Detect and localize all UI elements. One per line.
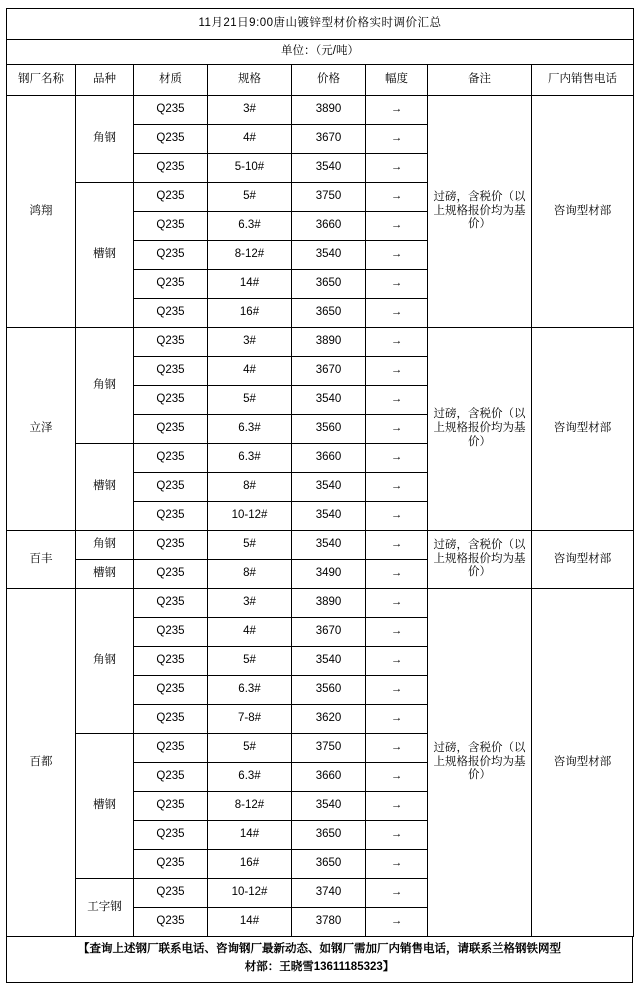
spec-value: 3# — [208, 589, 292, 618]
spec-value: 6.3# — [208, 676, 292, 705]
material-grade: Q235 — [134, 357, 208, 386]
material-grade: Q235 — [134, 125, 208, 154]
material-grade: Q235 — [134, 676, 208, 705]
price-value: 3540 — [292, 502, 366, 531]
material-grade: Q235 — [134, 879, 208, 908]
header-row — [7, 65, 634, 96]
price-value: 3750 — [292, 734, 366, 763]
price-value: 3890 — [292, 328, 366, 357]
material-grade: Q235 — [134, 386, 208, 415]
spec-value: 5# — [208, 386, 292, 415]
spec-value: 8# — [208, 560, 292, 589]
product-category: 槽钢 — [76, 444, 134, 531]
spec-value: 3# — [208, 96, 292, 125]
material-grade: Q235 — [134, 734, 208, 763]
change-arrow-icon: → — [366, 125, 428, 154]
price-value: 3540 — [292, 154, 366, 183]
change-arrow-icon: → — [366, 531, 428, 560]
spec-value: 16# — [208, 299, 292, 328]
spec-value: 14# — [208, 821, 292, 850]
change-arrow-icon: → — [366, 328, 428, 357]
price-value: 3540 — [292, 647, 366, 676]
material-grade: Q235 — [134, 299, 208, 328]
material-grade: Q235 — [134, 589, 208, 618]
change-arrow-icon: → — [366, 183, 428, 212]
price-value: 3490 — [292, 560, 366, 589]
spec-value: 5# — [208, 734, 292, 763]
material-grade: Q235 — [134, 154, 208, 183]
change-arrow-icon: → — [366, 879, 428, 908]
material-grade: Q235 — [134, 908, 208, 937]
table-row — [7, 531, 634, 560]
price-value: 3740 — [292, 879, 366, 908]
unit-label: 单位：（元/吨） — [7, 40, 634, 65]
change-arrow-icon: → — [366, 357, 428, 386]
spec-value: 4# — [208, 357, 292, 386]
price-value: 3650 — [292, 850, 366, 879]
column-header: 备注 — [428, 65, 532, 96]
spec-value: 14# — [208, 908, 292, 937]
remark-text: 过磅，含税价（以上规格报价均为基价） — [428, 589, 532, 937]
change-arrow-icon: → — [366, 212, 428, 241]
price-value: 3540 — [292, 531, 366, 560]
price-table — [6, 8, 634, 937]
mill-name: 鸿翔 — [7, 96, 76, 328]
spec-value: 5# — [208, 647, 292, 676]
material-grade: Q235 — [134, 241, 208, 270]
change-arrow-icon: → — [366, 96, 428, 125]
spec-value: 7-8# — [208, 705, 292, 734]
table-row — [7, 96, 634, 125]
spec-value: 10-12# — [208, 502, 292, 531]
price-value: 3660 — [292, 763, 366, 792]
change-arrow-icon: → — [366, 444, 428, 473]
material-grade: Q235 — [134, 705, 208, 734]
table-row — [7, 589, 634, 618]
price-value: 3890 — [292, 589, 366, 618]
material-grade: Q235 — [134, 415, 208, 444]
column-header: 厂内销售电话 — [532, 65, 634, 96]
change-arrow-icon: → — [366, 473, 428, 502]
material-grade: Q235 — [134, 270, 208, 299]
change-arrow-icon: → — [366, 415, 428, 444]
spec-value: 5# — [208, 183, 292, 212]
price-value: 3670 — [292, 357, 366, 386]
product-category: 槽钢 — [76, 734, 134, 879]
product-category: 角钢 — [76, 531, 134, 560]
remark-text: 过磅，含税价（以上规格报价均为基价） — [428, 96, 532, 328]
mill-name: 立泽 — [7, 328, 76, 531]
product-category: 槽钢 — [76, 560, 134, 589]
unit-row — [7, 40, 634, 65]
spec-value: 5# — [208, 531, 292, 560]
title-row — [7, 9, 634, 40]
price-value: 3540 — [292, 241, 366, 270]
change-arrow-icon: → — [366, 241, 428, 270]
price-value: 3560 — [292, 415, 366, 444]
price-value: 3890 — [292, 96, 366, 125]
material-grade: Q235 — [134, 821, 208, 850]
mill-name: 百丰 — [7, 531, 76, 589]
mill-name: 百都 — [7, 589, 76, 937]
product-category: 工字钢 — [76, 879, 134, 937]
price-value: 3650 — [292, 821, 366, 850]
price-value: 3660 — [292, 444, 366, 473]
material-grade: Q235 — [134, 183, 208, 212]
change-arrow-icon: → — [366, 270, 428, 299]
spec-value: 3# — [208, 328, 292, 357]
spec-value: 4# — [208, 125, 292, 154]
spec-value: 6.3# — [208, 212, 292, 241]
change-arrow-icon: → — [366, 589, 428, 618]
spec-value: 4# — [208, 618, 292, 647]
sales-phone-text: 咨询型材部 — [532, 589, 634, 937]
material-grade: Q235 — [134, 473, 208, 502]
material-grade: Q235 — [134, 647, 208, 676]
material-grade: Q235 — [134, 328, 208, 357]
product-category: 角钢 — [76, 96, 134, 183]
price-value: 3540 — [292, 386, 366, 415]
spec-value: 6.3# — [208, 415, 292, 444]
spec-value: 16# — [208, 850, 292, 879]
price-value: 3620 — [292, 705, 366, 734]
material-grade: Q235 — [134, 560, 208, 589]
column-header: 规格 — [208, 65, 292, 96]
change-arrow-icon: → — [366, 850, 428, 879]
price-value: 3650 — [292, 299, 366, 328]
column-header: 价格 — [292, 65, 366, 96]
change-arrow-icon: → — [366, 908, 428, 937]
change-arrow-icon: → — [366, 647, 428, 676]
price-value: 3540 — [292, 473, 366, 502]
price-value: 3670 — [292, 125, 366, 154]
footer-line-1: 【查询上述钢厂联系电话、咨询钢厂最新动态、如钢厂需加厂内销售电话，请联系兰格钢铁网型 — [78, 943, 561, 955]
change-arrow-icon: → — [366, 763, 428, 792]
spec-value: 5-10# — [208, 154, 292, 183]
footer-note — [6, 937, 633, 983]
column-header: 材质 — [134, 65, 208, 96]
spec-value: 8-12# — [208, 241, 292, 270]
column-header: 品种 — [76, 65, 134, 96]
column-header: 钢厂名称 — [7, 65, 76, 96]
sales-phone-text: 咨询型材部 — [532, 96, 634, 328]
product-category: 角钢 — [76, 328, 134, 444]
spec-value: 6.3# — [208, 763, 292, 792]
product-category: 槽钢 — [76, 183, 134, 328]
price-value: 3780 — [292, 908, 366, 937]
table-row — [7, 328, 634, 357]
spec-value: 8-12# — [208, 792, 292, 821]
remark-text: 过磅，含税价（以上规格报价均为基价） — [428, 328, 532, 531]
change-arrow-icon: → — [366, 560, 428, 589]
product-category: 角钢 — [76, 589, 134, 734]
remark-text: 过磅，含税价（以上规格报价均为基价） — [428, 531, 532, 589]
change-arrow-icon: → — [366, 734, 428, 763]
price-value: 3560 — [292, 676, 366, 705]
column-header: 幅度 — [366, 65, 428, 96]
material-grade: Q235 — [134, 444, 208, 473]
change-arrow-icon: → — [366, 154, 428, 183]
spec-value: 8# — [208, 473, 292, 502]
spec-value: 6.3# — [208, 444, 292, 473]
change-arrow-icon: → — [366, 502, 428, 531]
sales-phone-text: 咨询型材部 — [532, 328, 634, 531]
change-arrow-icon: → — [366, 618, 428, 647]
price-value: 3750 — [292, 183, 366, 212]
price-value: 3540 — [292, 792, 366, 821]
material-grade: Q235 — [134, 618, 208, 647]
material-grade: Q235 — [134, 792, 208, 821]
material-grade: Q235 — [134, 502, 208, 531]
change-arrow-icon: → — [366, 676, 428, 705]
price-value: 3660 — [292, 212, 366, 241]
sales-phone-text: 咨询型材部 — [532, 531, 634, 589]
material-grade: Q235 — [134, 850, 208, 879]
spec-value: 14# — [208, 270, 292, 299]
material-grade: Q235 — [134, 96, 208, 125]
change-arrow-icon: → — [366, 386, 428, 415]
spec-value: 10-12# — [208, 879, 292, 908]
material-grade: Q235 — [134, 763, 208, 792]
change-arrow-icon: → — [366, 705, 428, 734]
document-title: 11月21日9:00唐山镀锌型材价格实时调价汇总 — [7, 9, 634, 40]
material-grade: Q235 — [134, 212, 208, 241]
change-arrow-icon: → — [366, 299, 428, 328]
change-arrow-icon: → — [366, 821, 428, 850]
footer-line-2: 材部：王晓雪13611185323】 — [244, 960, 395, 973]
price-value: 3650 — [292, 270, 366, 299]
price-value: 3670 — [292, 618, 366, 647]
material-grade: Q235 — [134, 531, 208, 560]
change-arrow-icon: → — [366, 792, 428, 821]
